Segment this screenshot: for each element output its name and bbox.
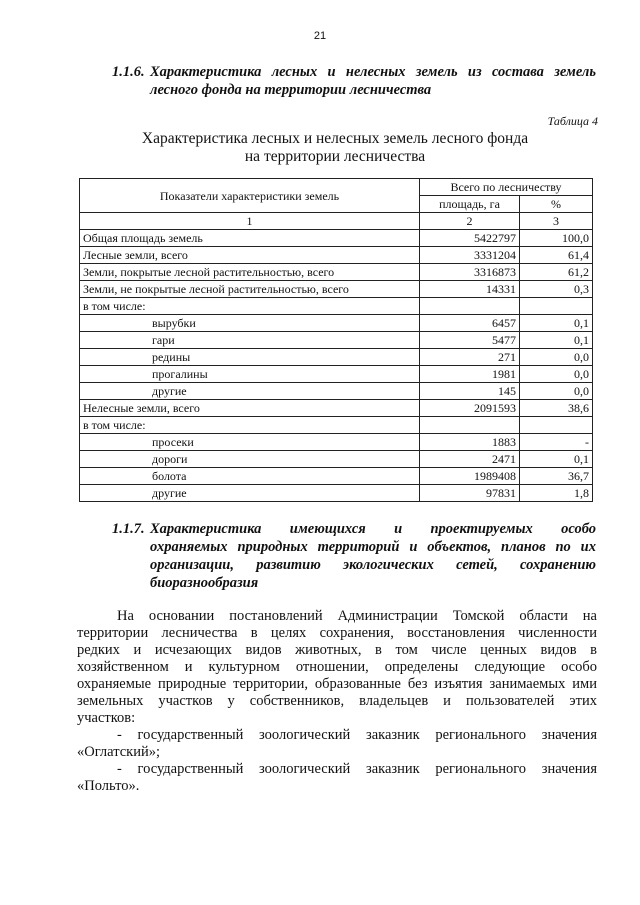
row-pct: 0,0: [520, 366, 593, 383]
row-pct: 0,1: [520, 332, 593, 349]
row-area: 145: [420, 383, 520, 400]
row-label: Общая площадь земель: [80, 230, 420, 247]
section-title-line: биоразнообразия: [150, 575, 259, 591]
row-pct: [520, 298, 593, 315]
body-line: редких и исчезающих видов животных, в том числе ценных видов в: [77, 642, 597, 658]
row-area: 97831: [420, 485, 520, 502]
table-label: Таблица 4: [547, 114, 598, 128]
header-area: площадь, га: [420, 196, 520, 213]
section-heading-1-1-7: [112, 520, 596, 600]
row-label: Нелесные земли, всего: [80, 400, 420, 417]
body-line: территории лесничества в целях сохранения, восстановления численности: [77, 625, 597, 641]
header-pct: %: [520, 196, 593, 213]
body-line: земельных участков у собственников, владельцев и пользователей этих: [77, 693, 597, 709]
row-label: другие: [80, 485, 420, 502]
row-label: Лесные земли, всего: [80, 247, 420, 264]
table-row: [80, 434, 593, 451]
row-pct: [520, 417, 593, 434]
row-pct: 61,4: [520, 247, 593, 264]
row-label: в том числе:: [80, 298, 420, 315]
page-number: 21: [313, 30, 327, 42]
row-area: 1981: [420, 366, 520, 383]
header-indicator: Показатели характеристики земель: [80, 179, 420, 213]
row-area: 6457: [420, 315, 520, 332]
row-area: 271: [420, 349, 520, 366]
row-pct: 0,0: [520, 349, 593, 366]
section-heading-1-1-6: [112, 63, 596, 103]
section-title-line: Характеристика лесных и нелесных земель из состава земель: [150, 64, 596, 80]
table-row: [80, 417, 593, 434]
row-pct: 61,2: [520, 264, 593, 281]
row-label: просеки: [80, 434, 420, 451]
row-label: вырубки: [80, 315, 420, 332]
row-area: 5477: [420, 332, 520, 349]
row-area: 1883: [420, 434, 520, 451]
column-number: 2: [420, 213, 520, 230]
table-row: [80, 332, 593, 349]
row-pct: -: [520, 434, 593, 451]
land-characteristics-table: [79, 178, 593, 502]
row-area: 5422797: [420, 230, 520, 247]
row-area: 3331204: [420, 247, 520, 264]
table-row: [80, 366, 593, 383]
body-text: [77, 608, 597, 795]
row-label: гари: [80, 332, 420, 349]
row-area: 14331: [420, 281, 520, 298]
table-row: [80, 298, 593, 315]
section-number: 1.1.6.: [112, 64, 145, 80]
row-area: 1989408: [420, 468, 520, 485]
row-pct: 0,0: [520, 383, 593, 400]
table-row: [80, 315, 593, 332]
row-pct: 0,1: [520, 315, 593, 332]
row-label: другие: [80, 383, 420, 400]
body-line: - государственный зоологический заказник регионального значения: [117, 727, 597, 743]
row-label: Земли, покрытые лесной растительностью, всего: [80, 264, 420, 281]
body-line: На основании постановлений Администрации Томской области на: [117, 608, 597, 624]
section-title-line: лесного фонда на территории лесничества: [150, 82, 432, 98]
table-title-line: Характеристика лесных и нелесных земель лесного фонда: [141, 130, 529, 147]
row-label: в том числе:: [80, 417, 420, 434]
section-title: [150, 520, 596, 592]
row-label: прогалины: [80, 366, 420, 383]
row-pct: 38,6: [520, 400, 593, 417]
table-row: [80, 230, 593, 247]
body-line: охраняемые природные территории, образованные без изъятия занимаемых ими: [77, 676, 597, 692]
table-title-line: на территории лесничества: [244, 148, 426, 165]
table-row: [80, 264, 593, 281]
row-pct: 0,1: [520, 451, 593, 468]
table-title: [80, 130, 590, 166]
table-row: [80, 485, 593, 502]
table-row: [80, 247, 593, 264]
body-line: участков:: [77, 710, 136, 726]
table-row: [80, 400, 593, 417]
row-label: дороги: [80, 451, 420, 468]
row-label: болота: [80, 468, 420, 485]
row-area: 3316873: [420, 264, 520, 281]
table-row: [80, 281, 593, 298]
section-title: [150, 63, 596, 99]
section-title-line: охраняемых природных территорий и объектов, планов по их: [150, 539, 596, 555]
header-total: Всего по лесничеству: [420, 179, 593, 196]
row-pct: 0,3: [520, 281, 593, 298]
table-row: [80, 468, 593, 485]
table-row: [80, 383, 593, 400]
row-pct: 36,7: [520, 468, 593, 485]
column-number: 3: [520, 213, 593, 230]
row-pct: 100,0: [520, 230, 593, 247]
row-area: 2091593: [420, 400, 520, 417]
column-number: 1: [80, 213, 420, 230]
body-line: «Польто».: [77, 778, 140, 794]
body-line: хозяйственном и культурном отношении, определены следующие особо: [77, 659, 597, 675]
section-number: 1.1.7.: [112, 521, 145, 537]
row-label: Земли, не покрытые лесной растительностью, всего: [80, 281, 420, 298]
section-title-line: Характеристика имеющихся и проектируемых особо: [150, 521, 596, 537]
row-area: [420, 298, 520, 315]
row-pct: 1,8: [520, 485, 593, 502]
table-row: [80, 349, 593, 366]
row-label: редины: [80, 349, 420, 366]
row-area: 2471: [420, 451, 520, 468]
table-row: [80, 451, 593, 468]
body-line: - государственный зоологический заказник регионального значения: [117, 761, 597, 777]
section-title-line: организации, развитию экологических сетей, сохранению: [150, 557, 596, 573]
body-line: «Оглатский»;: [77, 744, 161, 760]
row-area: [420, 417, 520, 434]
